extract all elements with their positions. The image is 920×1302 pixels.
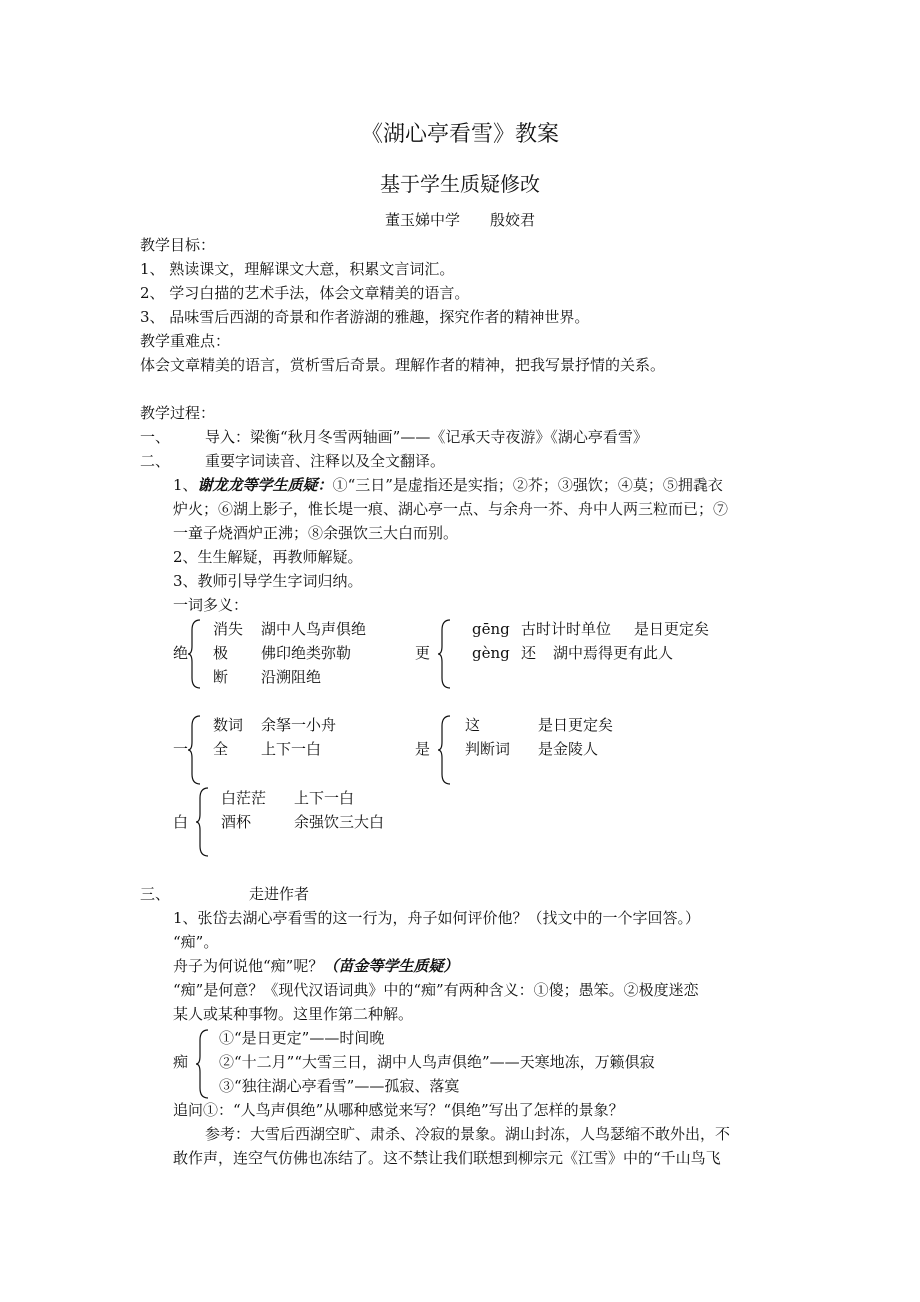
yi-example-2: 上下一白 (261, 740, 322, 758)
document-title: 《湖心亭看雪》教案 (360, 122, 559, 147)
jue-example-1: 湖中人鸟声俱绝 (261, 620, 367, 638)
polysemy-heading: 一词多义： (173, 596, 249, 614)
process-item-2: 2、生生解疑，再教师解疑。 (173, 548, 363, 566)
chi-reason-2: ②“十二月”“大雪三日，湖中人鸟声俱绝”——天寒地冻，万籁俱寂 (219, 1053, 655, 1071)
bai-sense-1: 白茫茫 (221, 789, 267, 807)
bai-sense-2: 酒杯 (221, 813, 252, 831)
section-1-number: 一、 (140, 428, 171, 446)
brace-icon (438, 618, 452, 690)
goals-heading: 教学目标： (140, 236, 216, 254)
shi-sense-2: 判断词 (465, 740, 511, 758)
brace-icon (196, 1028, 210, 1100)
yi-example-1: 余拏一小舟 (261, 716, 337, 734)
chi-definition-line-2: 某人或某种事物。这里作第二种解。 (173, 1005, 414, 1023)
polysemy-char-geng: 更 (415, 644, 431, 662)
jue-sense-1: 消失 (213, 620, 244, 638)
section-2-text: 重要字词读音、注释以及全文翻译。 (205, 452, 446, 470)
polysemy-char-bai: 白 (173, 813, 189, 831)
jue-sense-2: 极 (213, 644, 229, 662)
follow-up-question: 追问①：“人鸟声俱绝”从哪种感觉来写？“俱绝”写出了怎样的景象？ (173, 1101, 624, 1119)
questions-line-1 (173, 478, 723, 493)
section-2-number: 二、 (140, 452, 171, 470)
process-heading: 教学过程： (140, 404, 216, 422)
polysemy-char-jue: 绝 (173, 644, 189, 662)
questions-line-2: 炉火；⑥湖上影子，惟长堤一痕、湖心亭一点、与余舟一芥、舟中人两三粒而已；⑦ (173, 500, 729, 518)
goal-item-1: 1、 熟读课文，理解课文大意，积累文言词汇。 (140, 260, 455, 278)
questions-line-3: 一童子烧酒炉正沸；⑧余强饮三大白而别。 (173, 524, 459, 542)
author-line: 董玉娣中学 殷姣君 (384, 211, 535, 229)
questions-text: ①“三日”是虚指还是实指；②芥；③强饮；④莫；⑤拥毳衣 (332, 476, 723, 494)
shi-sense-1: 这 (465, 716, 481, 734)
brace-icon (188, 618, 202, 690)
key-points-text: 体会文章精美的语言，赏析雪后奇景。理解作者的精神，把我写景抒情的关系。 (140, 356, 666, 374)
jue-example-3: 沿溯阻绝 (261, 668, 322, 686)
process-item-3: 3、教师引导学生字词归纳。 (173, 572, 363, 590)
yi-sense-2: 全 (213, 740, 229, 758)
geng-sense-1: 古时计时单位 (521, 620, 612, 638)
key-points-heading: 教学重难点： (140, 332, 231, 350)
reference-line-2: 敢作声，连空气仿佛也冻结了。这不禁让我们联想到柳宗元《江雪》中的“千山鸟飞 (173, 1149, 721, 1167)
chi-reason-1: ①“是日更定”——时间晚 (219, 1029, 385, 1047)
student-question-label: （苗金等学生质疑） (323, 957, 459, 975)
student-question-label: 谢龙龙等学生质疑： (197, 476, 333, 494)
geng-example-1: 是日更定矣 (634, 620, 710, 638)
bai-example-2: 余强饮三大白 (294, 813, 385, 831)
chi-reason-3: ③“独往湖心亭看雪”——孤寂、落寞 (219, 1077, 460, 1095)
section-3-question-2 (173, 959, 458, 974)
geng-pinyin-2: gèng (472, 644, 510, 662)
section-3-number: 三、 (140, 885, 171, 903)
reference-line-1: 参考：大雪后西湖空旷、肃杀、冷寂的景象。湖山封冻，人鸟瑟缩不敢外出，不 (205, 1125, 731, 1143)
polysemy-char-shi: 是 (415, 740, 431, 758)
yi-sense-1: 数词 (213, 716, 244, 734)
geng-pinyin-1: gēng (472, 620, 510, 638)
shi-example-2: 是金陵人 (538, 740, 599, 758)
section-1-text: 导入：梁衡“秋月冬雪两轴画”——《记承天寺夜游》《湖心亭看雪》 (205, 428, 648, 446)
chi-char: 痴 (173, 1053, 189, 1071)
section-3-answer-1: “痴”。 (173, 933, 219, 951)
document-subtitle: 基于学生质疑修改 (380, 172, 540, 196)
geng-sense-2: 还 (521, 644, 537, 662)
geng-example-2: 湖中焉得更有此人 (553, 644, 674, 662)
goal-item-2: 2、 学习白描的艺术手法，体会文章精美的语言。 (140, 284, 470, 302)
question-2-text: 舟子为何说他“痴”呢？ (173, 957, 324, 975)
brace-icon (196, 786, 210, 858)
shi-example-1: 是日更定矣 (538, 716, 614, 734)
bai-example-1: 上下一白 (294, 789, 355, 807)
section-3-question-1: 1、张岱去湖心亭看雪的这一行为，舟子如何评价他？（找文中的一个字回答。） (173, 909, 701, 927)
goal-item-3: 3、 品味雪后西湖的奇景和作者游湖的雅趣，探究作者的精神世界。 (140, 308, 590, 326)
brace-icon (438, 714, 452, 786)
section-3-title: 走进作者 (249, 885, 310, 903)
jue-sense-3: 断 (213, 668, 229, 686)
jue-example-2: 佛印绝类弥勒 (261, 644, 352, 662)
chi-definition-line-1: “痴”是何意？《现代汉语词典》中的“痴”有两种含义：①傻；愚笨。②极度迷恋 (173, 981, 699, 999)
item-prefix: 1、 (173, 476, 198, 494)
polysemy-char-yi: 一 (173, 740, 189, 758)
brace-icon (188, 714, 202, 786)
